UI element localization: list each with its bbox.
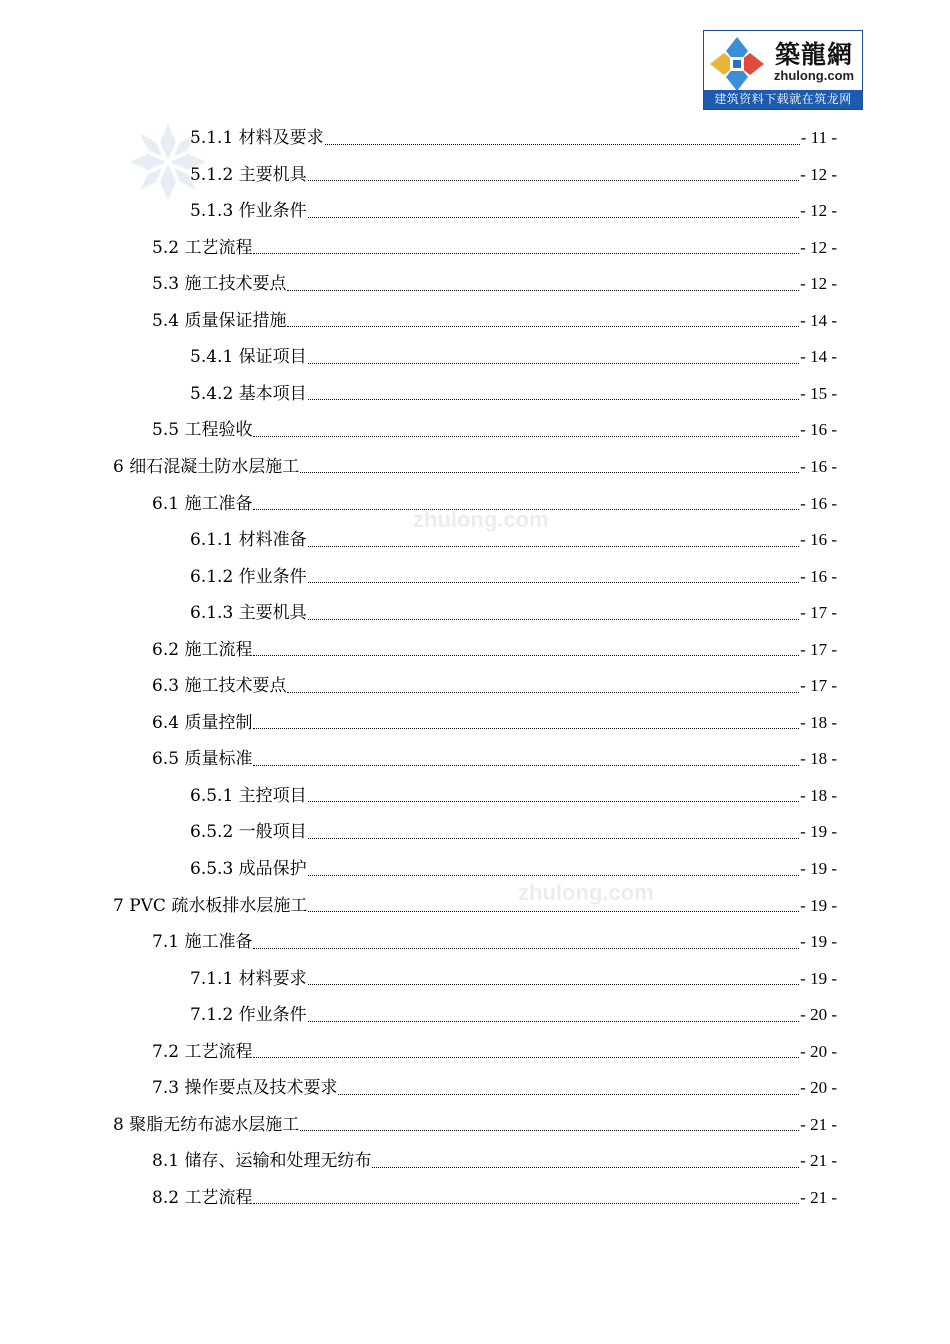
toc-entry[interactable] — [190, 529, 837, 551]
toc-entry-page: - 12 - — [800, 237, 837, 257]
zhulong-diamond-icon — [708, 35, 766, 93]
toc-entry-title: 5.4.2 基本项目 — [190, 383, 307, 404]
toc-entry[interactable] — [152, 1077, 837, 1099]
toc-entry[interactable] — [190, 602, 837, 624]
toc-entry-title: 6.3 施工技术要点 — [152, 676, 287, 697]
toc-entry-page: - 12 - — [800, 164, 837, 184]
toc-dot-leader — [253, 509, 799, 510]
toc-entry-page: - 12 - — [800, 201, 837, 221]
toc-entry[interactable] — [152, 493, 837, 515]
toc-entry[interactable] — [190, 821, 837, 843]
toc-dot-leader — [287, 692, 799, 693]
toc-entry-page: - 16 - — [800, 456, 837, 476]
toc-entry[interactable] — [152, 419, 837, 441]
toc-entry-page: - 16 - — [800, 530, 837, 550]
toc-dot-leader — [308, 399, 800, 400]
toc-entry-page: - 18 - — [800, 712, 837, 732]
toc-dot-leader — [253, 765, 799, 766]
toc-entry-page: - 19 - — [800, 822, 837, 842]
toc-entry-title: 6.1.1 材料准备 — [190, 530, 307, 551]
toc-entry-title: 5.4 质量保证措施 — [152, 310, 287, 331]
toc-entry-page: - 11 - — [800, 128, 837, 147]
toc-entry[interactable] — [190, 346, 837, 368]
toc-entry-title: 5.2 工艺流程 — [152, 237, 253, 258]
toc-entry[interactable] — [152, 748, 837, 770]
toc-entry-page: - 14 - — [800, 310, 837, 330]
toc-dot-leader — [253, 728, 799, 729]
toc-entry-title: 6 细石混凝土防水层施工 — [113, 456, 300, 477]
toc-entry-title: 6.1 施工准备 — [152, 493, 253, 514]
toc-dot-leader — [308, 217, 800, 218]
toc-entry[interactable] — [113, 456, 837, 478]
toc-entry[interactable] — [190, 127, 837, 149]
toc-entry-page: - 12 - — [800, 274, 837, 294]
toc-dot-leader — [308, 838, 800, 839]
toc-entry-page: - 21 - — [800, 1114, 837, 1134]
toc-entry-page: - 18 - — [800, 785, 837, 805]
toc-entry-page: - 15 - — [800, 383, 837, 403]
toc-entry-title: 6.5.1 主控项目 — [190, 785, 307, 806]
toc-entry-title: 6.1.2 作业条件 — [190, 566, 307, 587]
toc-entry-title: 7.2 工艺流程 — [152, 1041, 253, 1062]
toc-entry-title: 5.4.1 保证项目 — [190, 347, 307, 368]
toc-entry[interactable] — [152, 273, 837, 295]
toc-dot-leader — [253, 655, 799, 656]
toc-entry-title: 8.1 储存、运输和处理无纺布 — [152, 1151, 372, 1172]
toc-entry[interactable] — [152, 675, 837, 697]
toc-dot-leader — [325, 144, 800, 145]
toc-dot-leader — [308, 911, 799, 912]
toc-entry-page: - 17 - — [800, 676, 837, 696]
toc-dot-leader — [308, 801, 800, 802]
toc-entry[interactable] — [190, 383, 837, 405]
toc-entry[interactable] — [190, 1004, 837, 1026]
toc-entry[interactable] — [152, 639, 837, 661]
toc-dot-leader — [300, 472, 799, 473]
zhulong-logo[interactable] — [703, 30, 863, 110]
toc-entry[interactable] — [190, 200, 837, 222]
toc-entry-page: - 17 - — [800, 603, 837, 623]
toc-entry[interactable] — [190, 785, 837, 807]
toc-entry-title: 7.1.2 作业条件 — [190, 1005, 307, 1026]
toc-entry[interactable] — [152, 931, 837, 953]
toc-entry-title: 6.5 质量标准 — [152, 749, 253, 770]
toc-entry-page: - 16 - — [800, 566, 837, 586]
toc-entry-title: 8.2 工艺流程 — [152, 1187, 253, 1208]
toc-dot-leader — [308, 619, 800, 620]
toc-dot-leader — [308, 1021, 800, 1022]
toc-entry-page: - 19 - — [800, 968, 837, 988]
toc-entry[interactable] — [113, 895, 837, 917]
toc-entry-title: 5.1.1 材料及要求 — [190, 128, 324, 148]
toc-entry[interactable] — [152, 237, 837, 259]
toc-entry-page: - 16 - — [800, 420, 837, 440]
toc-dot-leader — [372, 1167, 799, 1168]
logo-brand-cn: 築龍網 — [774, 40, 853, 69]
toc-entry[interactable] — [190, 164, 837, 186]
toc-dot-leader — [308, 363, 800, 364]
toc-entry-title: 6.5.3 成品保护 — [190, 859, 307, 879]
toc-entry-page: - 21 - — [800, 1151, 837, 1171]
toc-entry-page: - 14 - — [800, 347, 837, 367]
toc-entry[interactable] — [152, 712, 837, 734]
toc-entry[interactable] — [152, 310, 837, 332]
toc-entry[interactable] — [152, 1150, 837, 1172]
toc-dot-leader — [308, 875, 800, 876]
logo-slogan: 建筑资料下载就在筑龙网 — [704, 90, 862, 109]
toc-entry-page: - 17 - — [800, 639, 837, 659]
toc-entry[interactable] — [190, 566, 837, 588]
toc-entry-title: 7.1.1 材料要求 — [190, 968, 307, 989]
toc-entry-title: 5.5 工程验收 — [152, 420, 253, 441]
toc-entry-page: - 20 - — [800, 1078, 837, 1098]
toc-entry-page: - 20 - — [800, 1005, 837, 1025]
toc-entry-title: 6.1.3 主要机具 — [190, 603, 307, 624]
toc-entry-page: - 16 - — [800, 493, 837, 513]
toc-dot-leader — [253, 253, 799, 254]
toc-entry-title: 6.4 质量控制 — [152, 712, 253, 733]
toc-dot-leader — [287, 290, 799, 291]
toc-dot-leader — [253, 1203, 799, 1204]
toc-entry-title: 6.2 施工流程 — [152, 639, 253, 660]
toc-entry-page: - 20 - — [800, 1041, 837, 1061]
toc-dot-leader — [308, 984, 800, 985]
toc-entry-title: 7.3 操作要点及技术要求 — [152, 1078, 338, 1099]
toc-dot-leader — [287, 326, 799, 327]
toc-entry-page: - 18 - — [800, 749, 837, 769]
toc-entry-title: 7 PVC 疏水板排水层施工 — [113, 895, 308, 916]
logo-brand-en: zhulong.com — [773, 68, 855, 83]
toc-dot-leader — [308, 582, 800, 583]
toc-dot-leader — [338, 1094, 799, 1095]
toc-dot-leader — [308, 180, 800, 181]
toc-entry-title: 5.1.2 主要机具 — [190, 164, 307, 185]
toc-entry-title: 5.3 施工技术要点 — [152, 274, 287, 295]
toc-entry[interactable] — [152, 1041, 837, 1063]
toc-entry-page: - 19 - — [800, 859, 837, 878]
toc-entry[interactable] — [190, 858, 837, 880]
toc-dot-leader — [300, 1130, 799, 1131]
toc-entry-page: - 19 - — [800, 895, 837, 915]
toc-entry[interactable] — [113, 1114, 837, 1136]
toc-dot-leader — [253, 436, 799, 437]
toc-dot-leader — [253, 1057, 799, 1058]
toc-entry-title: 6.5.2 一般项目 — [190, 822, 307, 843]
toc-entry[interactable] — [190, 968, 837, 990]
toc-entry-title: 5.1.3 作业条件 — [190, 201, 307, 222]
toc-entry[interactable] — [152, 1187, 837, 1209]
toc-entry-page: - 21 - — [800, 1187, 837, 1207]
toc-dot-leader — [308, 546, 800, 547]
toc-entry-title: 8 聚脂无纺布滤水层施工 — [113, 1114, 300, 1135]
toc-entry-page: - 19 - — [800, 932, 837, 952]
watermark-text: zhulong.com — [518, 880, 654, 905]
watermark-text: zhulong.com — [413, 507, 549, 532]
toc-dot-leader — [253, 948, 799, 949]
toc-entry-title: 7.1 施工准备 — [152, 932, 253, 953]
